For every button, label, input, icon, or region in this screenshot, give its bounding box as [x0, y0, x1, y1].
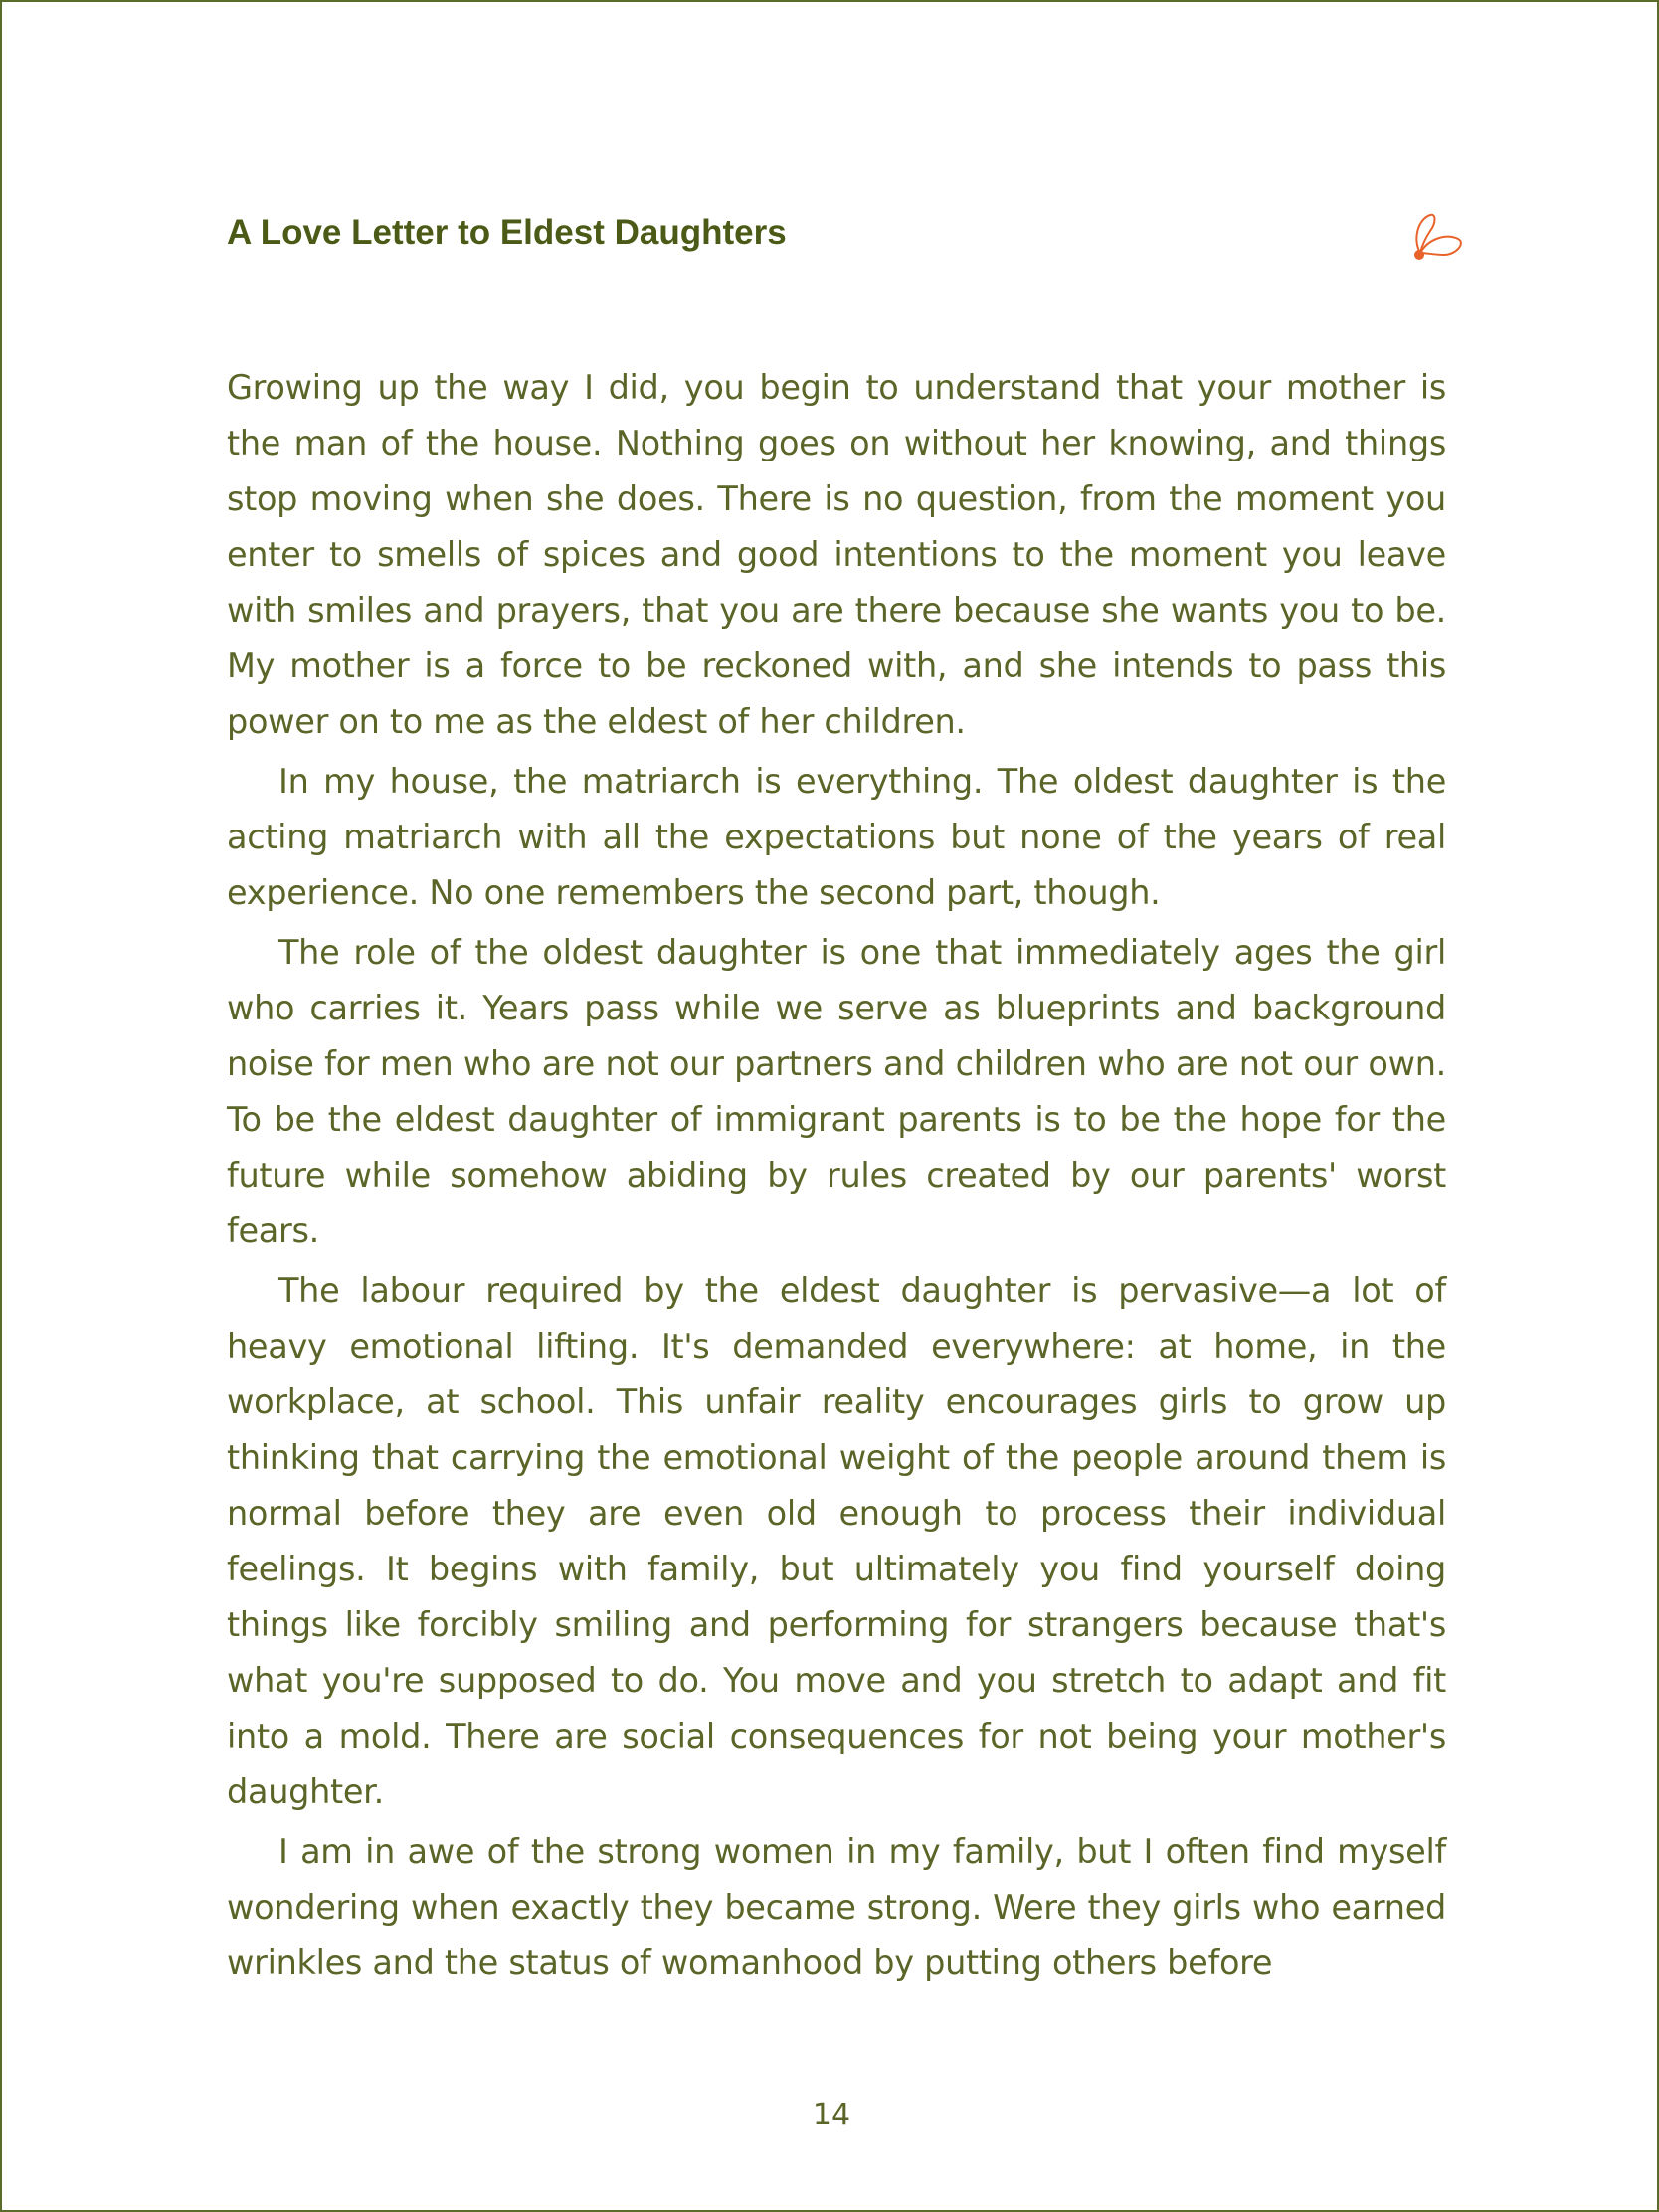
page-number: 14	[812, 2098, 851, 2132]
paragraph-2: In my house, the matriarch is everything. The oldest daughter is the acting matriarch with all the expectations but none of the years of real experience. No one remembers the second part, though.	[227, 762, 1446, 912]
page-header	[227, 209, 1470, 269]
paragraph-4: The labour required by the eldest daughter is pervasive—a lot of heavy emotional lifting. It's demanded everywhere: at home, in the workplace, at school. This unfair reality encourages girls to grow up thinking that carrying the emotional weight of the people around them is normal before they are even old enough to process their individual feelings. It begins with family, but ultimately you find yourself doing things like forcibly smiling and performing for strangers because that's what you're supposed to do. You move and you stretch to adapt and fit into a mold. There are social consequences for not being your mother's daughter.	[227, 1271, 1446, 1811]
butterfly-icon	[1406, 209, 1468, 265]
paragraph-1: Growing up the way I did, you begin to understand that your mother is the man of the house. Nothing goes on without her knowing, and things stop moving when she does. There is no question, from the moment you enter to smells of spices and good intentions to the moment you leave with smiles and prayers, that you are there because she wants you to be. My mother is a force to be reckoned with, and she intends to pass this power on to me as the eldest of her children.	[227, 368, 1446, 741]
paragraph-3: The role of the oldest daughter is one that immediately ages the girl who carries it. Years pass while we serve as blueprints and background noise for men who are not our partners and children who are not our own. To be the eldest daughter of immigrant parents is to be the hope for the future while somehow abiding by rules created by our parents' worst fears.	[227, 933, 1446, 1250]
paragraph-5: I am in awe of the strong women in my family, but I often find myself wondering when exactly they became strong. Were they girls who earned wrinkles and the status of womanhood by putting others before	[227, 1832, 1446, 1982]
body-text	[227, 360, 1446, 1995]
chapter-title: A Love Letter to Eldest Daughters	[227, 213, 787, 252]
